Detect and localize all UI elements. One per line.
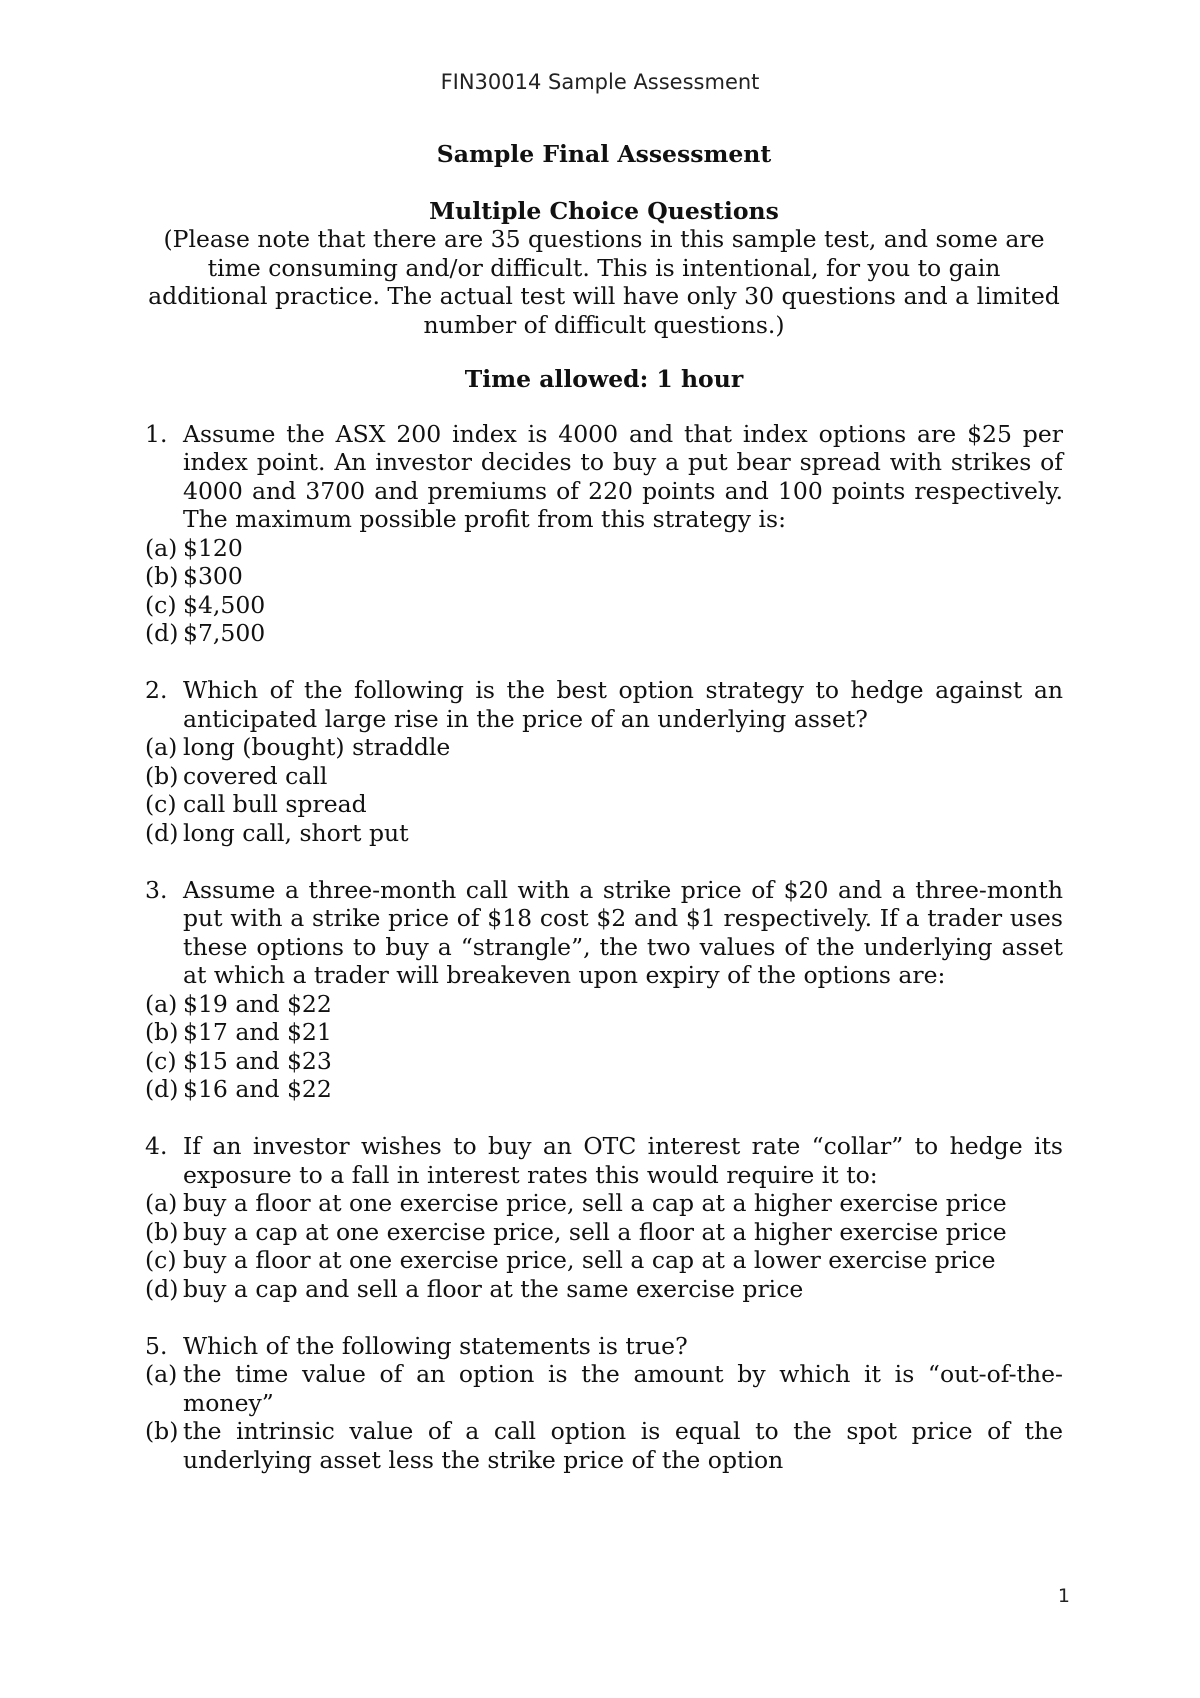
question-text: Assume a three-month call with a strike price of $20 and a three-month put with a strike price of $18 cost $2 and $1 respectively. If a trader uses these options to buy a “strangle”, the two values of the underlying asset at which a trader will breakeven upon expiry of the options are: [183,875,1063,989]
answer-option [145,1360,1063,1417]
question-number: 3. [145,875,168,904]
option-letter: (d) [145,818,179,847]
time-allowed: Time allowed: 1 hour [464,365,744,393]
option-letter: (b) [145,1417,179,1445]
answer-option [145,1189,1063,1218]
option-text: buy a cap at one exercise price, sell a floor at a higher exercise price [183,1217,1007,1246]
question-number: 4. [145,1132,168,1160]
question-number: 1. [145,419,168,448]
option-text: buy a cap and sell a floor at the same exercise price [183,1274,804,1303]
option-text: $4,500 [183,590,266,619]
question-number: 5. [145,1331,168,1360]
option-text: $16 and $22 [183,1075,332,1103]
question-text: Assume the ASX 200 index is 4000 and that index options are $25 per index point. An investor decides to buy a put bear spread with strikes of 4000 and 3700 and premiums of 220 points and 100 points respectively. The maximum possible profit from this strategy is: [183,419,1063,533]
answer-option [145,990,1063,1019]
page-content [145,140,1063,1503]
question-5 [145,1332,1063,1475]
option-letter: (b) [145,1018,179,1046]
answer-option [145,1075,1063,1104]
option-text: $7,500 [183,619,266,647]
answer-option [145,1218,1063,1247]
option-letter: (c) [145,1246,177,1274]
answer-option [145,1417,1063,1474]
question-stem [145,1132,1063,1189]
answer-option [145,762,1063,791]
answer-option [145,1047,1063,1076]
option-text: covered call [183,761,328,790]
answer-options [145,1189,1063,1303]
answer-option [145,819,1063,848]
answer-option [145,1018,1063,1047]
question-text: Which of the following statements is true? [183,1331,688,1360]
question-stem [145,420,1063,534]
option-text: buy a floor at one exercise price, sell a cap at a lower exercise price [183,1246,996,1274]
answer-option [145,562,1063,591]
question-stem [145,676,1063,733]
option-letter: (d) [145,619,179,647]
answer-options [145,1360,1063,1474]
answer-option [145,733,1063,762]
document-title: Sample Final Assessment [436,140,772,168]
option-letter: (a) [145,733,178,761]
answer-option [145,1246,1063,1275]
option-letter: (d) [145,1075,179,1103]
option-letter: (b) [145,562,179,590]
question-4 [145,1132,1063,1303]
question-number: 2. [145,676,168,704]
question-list [145,420,1063,1475]
question-3 [145,876,1063,1104]
instructions-note: (Please note that there are 35 questions in this sample test, and some are time consuming and/or difficult. This is intentional, for you to gain additional practice. The actual test will have only 30 questions and a limited number of difficult questions.) [148,225,1060,339]
option-letter: (c) [145,790,177,818]
question-1 [145,420,1063,648]
answer-option [145,534,1063,563]
option-text: $15 and $23 [183,1046,332,1075]
option-letter: (b) [145,761,179,790]
option-letter: (b) [145,1217,179,1246]
option-text: the intrinsic value of a call option is equal to the spot price of the underlying asset less the strike price of the option [183,1417,1063,1474]
option-letter: (a) [145,533,178,562]
option-text: call bull spread [183,790,367,818]
answer-options [145,534,1063,648]
option-letter: (a) [145,1189,178,1217]
option-letter: (d) [145,1274,179,1303]
answer-option [145,790,1063,819]
option-letter: (a) [145,989,178,1018]
option-text: buy a floor at one exercise price, sell a cap at a higher exercise price [183,1189,1007,1217]
answer-option [145,591,1063,620]
question-2 [145,676,1063,847]
option-letter: (c) [145,1046,177,1075]
option-text: the time value of an option is the amount by which it is “out-of-the-money” [183,1360,1063,1417]
section-title: Multiple Choice Questions [429,196,779,225]
option-letter: (a) [145,1360,178,1388]
question-stem [145,876,1063,990]
answer-option [145,1275,1063,1304]
running-header: FIN30014 Sample Assessment [440,70,760,94]
option-text: long (bought) straddle [183,733,451,761]
option-text: $300 [183,562,243,590]
option-text: long call, short put [183,818,409,847]
option-text: $120 [183,533,243,562]
page-number: 1 [1057,1585,1070,1607]
answer-options [145,990,1063,1104]
answer-option [145,619,1063,648]
option-letter: (c) [145,590,177,619]
question-text: Which of the following is the best option strategy to hedge against an anticipated large rise in the price of an underlying asset? [183,676,1063,733]
question-text: If an investor wishes to buy an OTC interest rate “collar” to hedge its exposure to a fall in interest rates this would require it to: [183,1132,1063,1189]
option-text: $17 and $21 [183,1018,332,1046]
question-stem [145,1332,1063,1361]
option-text: $19 and $22 [183,989,332,1018]
answer-options [145,733,1063,847]
